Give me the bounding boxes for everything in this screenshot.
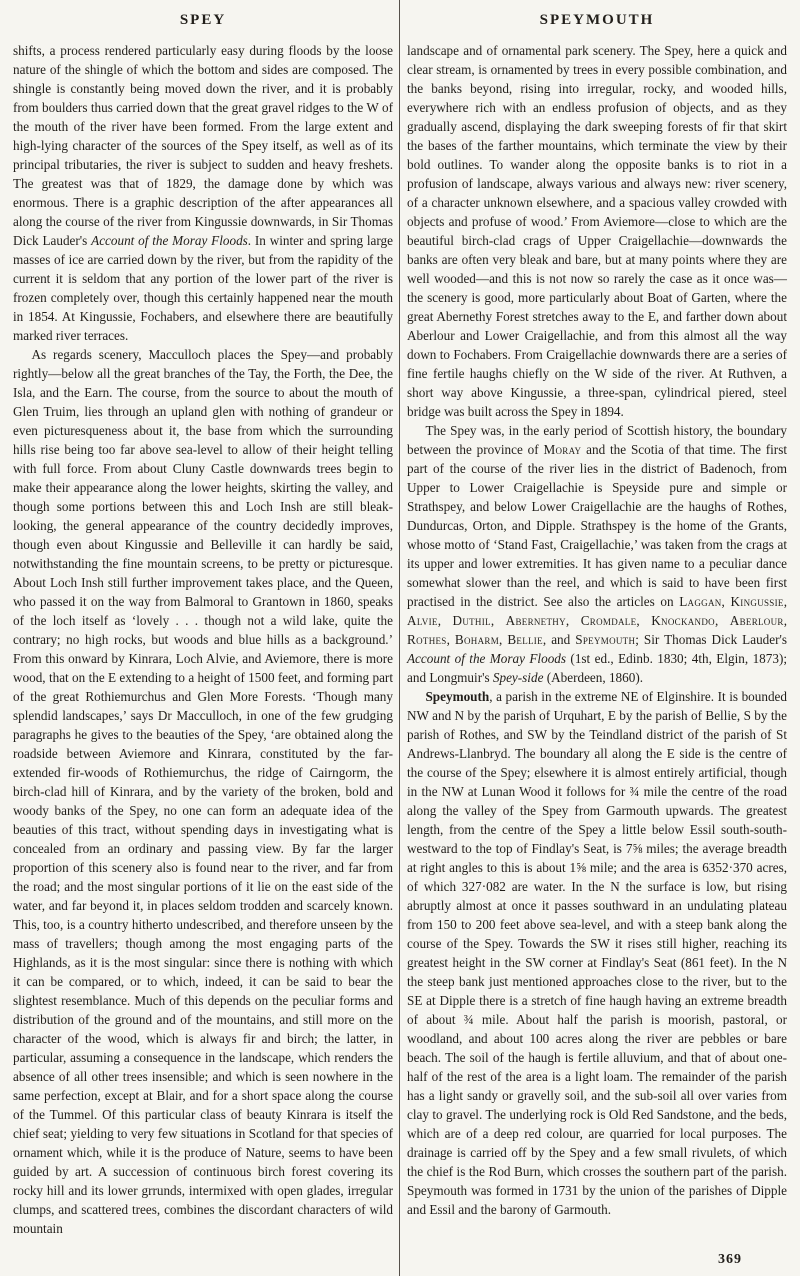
page-number: 369 bbox=[718, 1252, 742, 1267]
paragraph: Speymouth, a parish in the extreme NE of Elginshire. It is bounded NW and N by the parish of Urquhart, E by the parish of Bellie, S by the parish of Rothes, and SW by the Teindland district of the parish of St Andrews-Llanbryd. The boundary all along the E side is the centre of the course of the Spey; elsewhere it is almost entirely artificial, though in the NW at Lunan Wood it follows for ¾ mile the centre of the road along the valley of the Spey from Garmouth upwards. The greatest length, from the centre of the Spey a little below Essil south-south-westward to the top of Findlay's Seat, is 7⅝ miles; the average breadth at right angles to this is about 1⅝ mile; and the area is 6352·370 acres, of which 327·082 are water. In the N the surface is low, but rising abruptly almost at once it passes southward in an undulating plateau from 150 to 200 feet above sea-level, and with a steep bank along the course of the Spey. Towards the SW it rises still higher, reaching its greatest height in the SW corner at Findlay's Seat (861 feet). In the N the steep bank just mentioned approaches close to the river, but to the SE at Dipple there is a stretch of fine haugh having an extreme breadth of about ¾ mile. About half the parish is moorish, pastoral, or woodland, and about 100 acres along the river are pebbles or bare beach. The soil of the haugh is fertile alluvium, and that of about one-half of the rest of the area is a light loam. The remainder of the parish has a light sandy or gravelly soil, and the sub-soil all over varies from clay to gravel. The underlying rock is Old Red Sandstone, and the beds, which are of a deep red colour, are quarried for local purposes. The drainage is carried off by the Spey and a few small rivulets, of which the chief is the Rod Burn, which crosses the southern part of the parish. Speymouth was formed in 1731 by the union of the parishes of Dipple and Essil and the barony of Garmouth. bbox=[407, 689, 787, 1217]
right-column bbox=[407, 8, 787, 1219]
running-head-left: SPEY bbox=[179, 12, 227, 28]
paragraph: The Spey was, in the early period of Scottish history, the boundary between the province of Moray and the Scotia of that time. The first part of the course of the river lies in the district of Badenoch, from Upper to Lower Craigellachie is Speyside pure and simple or Strathspey, and below Lower Craigellachie are the haughs of Rothes, Dundurcas, Orton, and Dipple. Strathspey is the home of the Grants, whose motto of ‘Stand Fast, Craigellachie,’ was taken from the crags at its upper and lower extremities. It has given name to a peculiar dance somewhat slower than the reel, and which is said to have been first practised in the district. See also the articles on Laggan, Kingussie, Alvie, Duthil, Abernethy, Cromdale, Knockando, Aberlour, Rothes, Boharm, Bellie, and Speymouth; Sir Thomas Dick Lauder's Account of the Moray Floods (1st ed., Edinb. 1830; 4th, Elgin, 1873); and Longmuir's Spey-side (Aberdeen, 1860). bbox=[407, 423, 788, 685]
left-column bbox=[13, 8, 393, 1238]
paragraph: landscape and of ornamental park scenery. The Spey, here a quick and clear stream, is ornamented by trees in every possible combination, and the banks beyond, rising into irregular, rocky, and wooded hills, everywhere rich with an endless profusion of objects, and as they gradually ascend, displaying the dark sweeping forests of fir that skirt the bases of the farther mountains, which terminate the view by their bold outlines. To wander along the opposite banks is to riot in a profusion of landscape, always various and always new: river scenery, of a character unknown elsewhere, and a spacious valley crowded with objects and profuse of wood.’ From Aviemore—close to which are the beautiful birch-clad crags of Upper Craigellachie—downwards the banks are often very bleak and bare, but at many points where they are well wooded—and this is not now so rarely the case as it once was—the scenery is good, more particularly about Boat of Garten, where the great Abernethy Forest stretches away to the E, and farther down about Aberlour and Lower Craigellachie, and from this almost all the way down to Fochabers. From Craigellachie downwards there are a series of fine fertile haughs chiefly on the W side of the river. At Ruthven, a short way above Kingussie, a three-span, cylindrical piered, steel bridge was built across the Spey in 1894. bbox=[407, 43, 787, 419]
paragraph: As regards scenery, Macculloch places the Spey—and probably rightly—below all the great branches of the Tay, the Forth, the Dee, the Isla, and the Earn. The course, from the source to about the mouth of Glen Truim, lies through an upland glen with nothing of grandeur or even picturesqueness about it, the base from which the surrounding hills rise being too far above sea-level to allow of their height telling with full force. From about Cluny Castle downwards trees begin to make their appearance along the lower heights, skirting the valley, and though some portions between this and Loch Insh are still bleak-looking, the general appearance of the country decidedly improves, though even about Kingussie and Belleville it can hardly be said, notwithstanding the fine mountain screens, to be pretty or picturesque. About Loch Insh still further improvement takes place, and the Queen, who passed it on the way from Balmoral to Grantown in 1860, speaks of the loch itself as ‘lovely . . . though not a wild lake, quite the contrary; no high rocks, but woods and blue hills as a background.’ From this onward by Kinrara, Loch Alvie, and Aviemore, there is more wood, that on the E extending to a height of 1500 feet, and forming part of the great Rothiemurchus and Glen More Forests. ‘Though many splendid landscapes,’ says Dr Macculloch, in one of the few grudging paragraphs he gives to the beauties of the Spey, ‘are obtained along the roadside between Aviemore and Kinrara, constituted by the far-extended fir-woods of Rothiemurchus, the ridge of Cairngorm, the birch-clad hill of Kinrara, and by the variety of the broken, bold and woody banks of the Spey, no one can form an adequate idea of the beauties of this tract, without spending days in investigating what is concealed from an ordinary and passing view. By far the larger proportion of this scenery also is found near to the river, and far from the road; and the most singular portions of it lie on the east side of the water, and far beyond it, in places seldom trodden and scarcely known. This, too, is a country hitherto undescribed, and therefore unseen by the mass of travellers; though among the most engaging parts of the Highlands, as it is the most singular: since there is nothing with which it can be compared, or to which, indeed, it can be said to bear the slightest resemblance. Much of this depends on the peculiar forms and distribution of the ground and of the mountains, and still more on the character of the wood, which is always fir and birch; the latter, in particular, assuming a consequence in the landscape, which renders the absence of all other trees insensible; and which is seen nowhere in the same perfection, except at Blair, and for a short space along the course of the Tummel. Of this particular class of beauty Kinrara is itself the chief seat; yielding to very few situations in Scotland for that species of ornament which, while it is the produce of Nature, seems to have been guided by art. A succession of continuous birch forest covering its rocky hill and its lower grrunds, intermixed with open glades, irregular clumps, and scattered trees, combines the discordant characters of wild mountain bbox=[13, 347, 393, 1236]
paragraph: shifts, a process rendered particularly easy during floods by the loose nature of the shingle of which the bottom and sides are composed. The shingle is constantly being moved down the river, and it is probably from boulders thus carried down that the great gravel ridges to the W of the mouth of the river have been formed. From the large extent and high-lying character of the sources of the Spey itself, as well as of its principal tributaries, the river is subject to sudden and heavy freshets. The greatest was that of 1829, the damage done by which was enormous. There is a graphic description of the after appearances all along the course of the river from Kingussie downwards, in Sir Thomas Dick Lauder's Account of the Moray Floods. In winter and spring large masses of ice are carried down by the river, but from the rapidity of the current it is seldom that any portion of the lower part of the river is frozen completely over, though this certainly happened near the mouth in 1854. At Kingussie, Fochabers, and elsewhere there are beautifully marked river terraces. bbox=[13, 43, 394, 343]
column-divider-rule bbox=[399, 0, 400, 1276]
running-head-right: SPEYMOUTH bbox=[539, 12, 655, 28]
